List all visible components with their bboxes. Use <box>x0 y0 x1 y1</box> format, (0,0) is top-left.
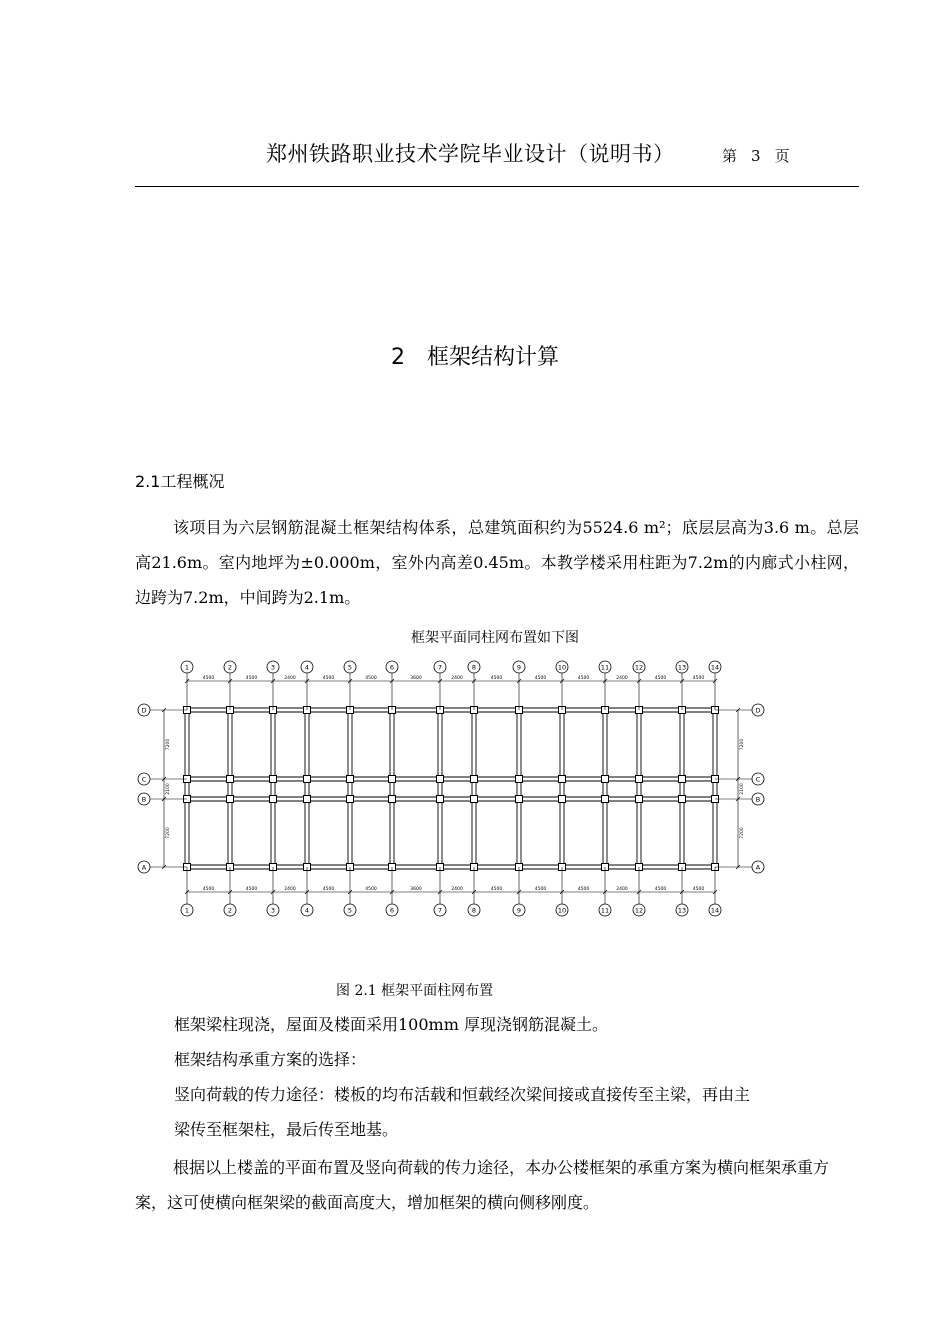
axis-label: 12 <box>634 663 644 672</box>
column-square <box>270 776 277 783</box>
axis-label: 3 <box>270 906 276 915</box>
chapter-heading <box>0 340 950 371</box>
paragraph-scheme-heading: 框架结构承重方案的选择： <box>174 1050 367 1069</box>
column-square <box>679 796 686 803</box>
dimension-label: 4500 <box>654 676 667 681</box>
dimension-label: 2400 <box>616 887 628 892</box>
column-square <box>559 796 566 803</box>
axis-label: 6 <box>389 906 395 915</box>
dimension-label: 2400 <box>451 676 463 681</box>
axis-label: 13 <box>677 663 687 672</box>
axis-label: C <box>141 775 147 784</box>
axis-label: 11 <box>600 906 610 915</box>
axis-label: 9 <box>516 906 522 915</box>
axis-label: C <box>755 775 761 784</box>
dimension-label: 3600 <box>410 676 422 681</box>
dimension-label: 7200 <box>740 738 745 751</box>
dimension-label: 2400 <box>284 676 296 681</box>
dimension-label: 7200 <box>166 738 171 751</box>
paragraph-cast-in-place: 框架梁柱现浇，屋面及楼面采用100mm 厚现浇钢筋混凝土。 <box>174 1015 608 1034</box>
column-square <box>679 776 686 783</box>
column-square <box>389 776 396 783</box>
column-square <box>516 796 523 803</box>
axis-label: D <box>141 706 147 715</box>
column-square <box>471 796 478 803</box>
column-square <box>559 776 566 783</box>
dimension-label: 2100 <box>740 783 745 795</box>
page-number: 3 <box>751 147 761 165</box>
axis-label: A <box>755 863 761 872</box>
paragraph-load-path: 竖向荷载的传力途径：楼板的均布活载和恒载经次梁间接或直接传至主梁，再由主 <box>174 1085 751 1104</box>
axis-label: 11 <box>600 663 610 672</box>
axis-label: 4 <box>304 663 310 672</box>
paragraph-overview: 该项目为六层钢筋混凝土框架结构体系，总建筑面积约为5524.6 m²；底层层高为3.6 m。总层高21.6m。室内地坪为±0.000m，室外内高差0.45m。本教学楼采用柱距为7.2m的内廊式小柱网，边跨为7.2m，中间跨为2.1m。 <box>135 518 859 607</box>
dimension-label: 4500 <box>322 676 335 681</box>
header-page-number <box>722 145 790 166</box>
column-square <box>471 776 478 783</box>
column-square <box>602 796 609 803</box>
axis-label: A <box>141 863 147 872</box>
axis-label: 8 <box>471 906 477 915</box>
header-divider <box>135 186 859 187</box>
axis-label: 10 <box>557 663 567 672</box>
dimension-label: 4500 <box>654 887 667 892</box>
column-square <box>347 796 354 803</box>
paragraph-conclusion: 根据以上楼盖的平面布置及竖向荷载的传力途径，本办公楼框架的承重方案为横向框架承重方案，这可使横向框架梁的截面高度大，增加框架的横向侧移刚度。 <box>135 1158 830 1212</box>
header-title: 郑州铁路职业技术学院毕业设计（说明书） <box>266 142 675 166</box>
dimension-label: 2400 <box>616 676 628 681</box>
dimension-label: 4500 <box>490 676 503 681</box>
axis-label: B <box>755 795 761 804</box>
paragraph-load-path-cont: 梁传至框架柱，最后传至地基。 <box>174 1120 399 1139</box>
column-square <box>304 776 311 783</box>
column-square <box>347 776 354 783</box>
axis-label: B <box>141 795 147 804</box>
column-square <box>227 776 234 783</box>
axis-label: 13 <box>677 906 687 915</box>
axis-label: 5 <box>347 906 353 915</box>
dimension-label: 7200 <box>740 827 745 839</box>
dimension-label: 2100 <box>166 783 171 795</box>
dimension-label: 4500 <box>534 676 547 681</box>
axis-label: 2 <box>227 906 233 915</box>
section-heading: 2.1工程概况 <box>135 472 225 491</box>
column-square <box>270 796 277 803</box>
column-square <box>437 796 444 803</box>
dimension-label: 4500 <box>202 676 215 681</box>
figure-caption: 图 2.1 框架平面柱网布置 <box>336 983 494 999</box>
axis-label: 10 <box>557 906 567 915</box>
axis-label: 12 <box>634 906 644 915</box>
dimension-label: 2400 <box>451 887 463 892</box>
column-grid-plan <box>134 654 774 924</box>
axis-label: 2 <box>227 663 233 672</box>
column-square <box>602 776 609 783</box>
page-suffix: 页 <box>774 147 790 165</box>
axis-label: D <box>755 706 761 715</box>
axis-label: 7 <box>437 663 443 672</box>
column-square <box>304 796 311 803</box>
dimension-label: 7200 <box>166 827 171 839</box>
dimension-label: 4500 <box>534 887 547 892</box>
dimension-label: 4500 <box>577 676 590 681</box>
axis-label: 7 <box>437 906 443 915</box>
axis-label: 4 <box>304 906 310 915</box>
axis-label: 8 <box>471 663 477 672</box>
axis-label: 5 <box>347 663 353 672</box>
column-square <box>516 776 523 783</box>
axis-label: 6 <box>389 663 395 672</box>
axis-label: 14 <box>710 906 720 915</box>
axis-label: 1 <box>184 906 190 915</box>
dimension-label: 4500 <box>577 887 590 892</box>
dimension-label: 4500 <box>365 676 377 681</box>
column-square <box>636 796 643 803</box>
column-square <box>389 796 396 803</box>
dimension-label: 4500 <box>245 676 258 681</box>
column-square <box>437 776 444 783</box>
axis-label: 14 <box>710 663 720 672</box>
dimension-label: 4500 <box>365 887 377 892</box>
page-prefix: 第 <box>722 147 738 165</box>
chapter-title: 框架结构计算 <box>426 345 559 370</box>
axis-label: 9 <box>516 663 522 672</box>
dimension-label: 2400 <box>284 887 296 892</box>
dimension-label: 3600 <box>410 887 422 892</box>
dimension-label: 4500 <box>490 887 503 892</box>
column-square <box>227 796 234 803</box>
dimension-label: 4500 <box>692 676 705 681</box>
axis-label: 1 <box>184 663 190 672</box>
dimension-label: 4500 <box>692 887 705 892</box>
axis-label: 3 <box>270 663 276 672</box>
figure-intro: 框架平面同柱网布置如下图 <box>411 630 579 646</box>
column-square <box>636 776 643 783</box>
dimension-label: 4500 <box>245 887 258 892</box>
dimension-label: 4500 <box>202 887 215 892</box>
chapter-number: 2 <box>390 345 405 370</box>
dimension-label: 4500 <box>322 887 335 892</box>
